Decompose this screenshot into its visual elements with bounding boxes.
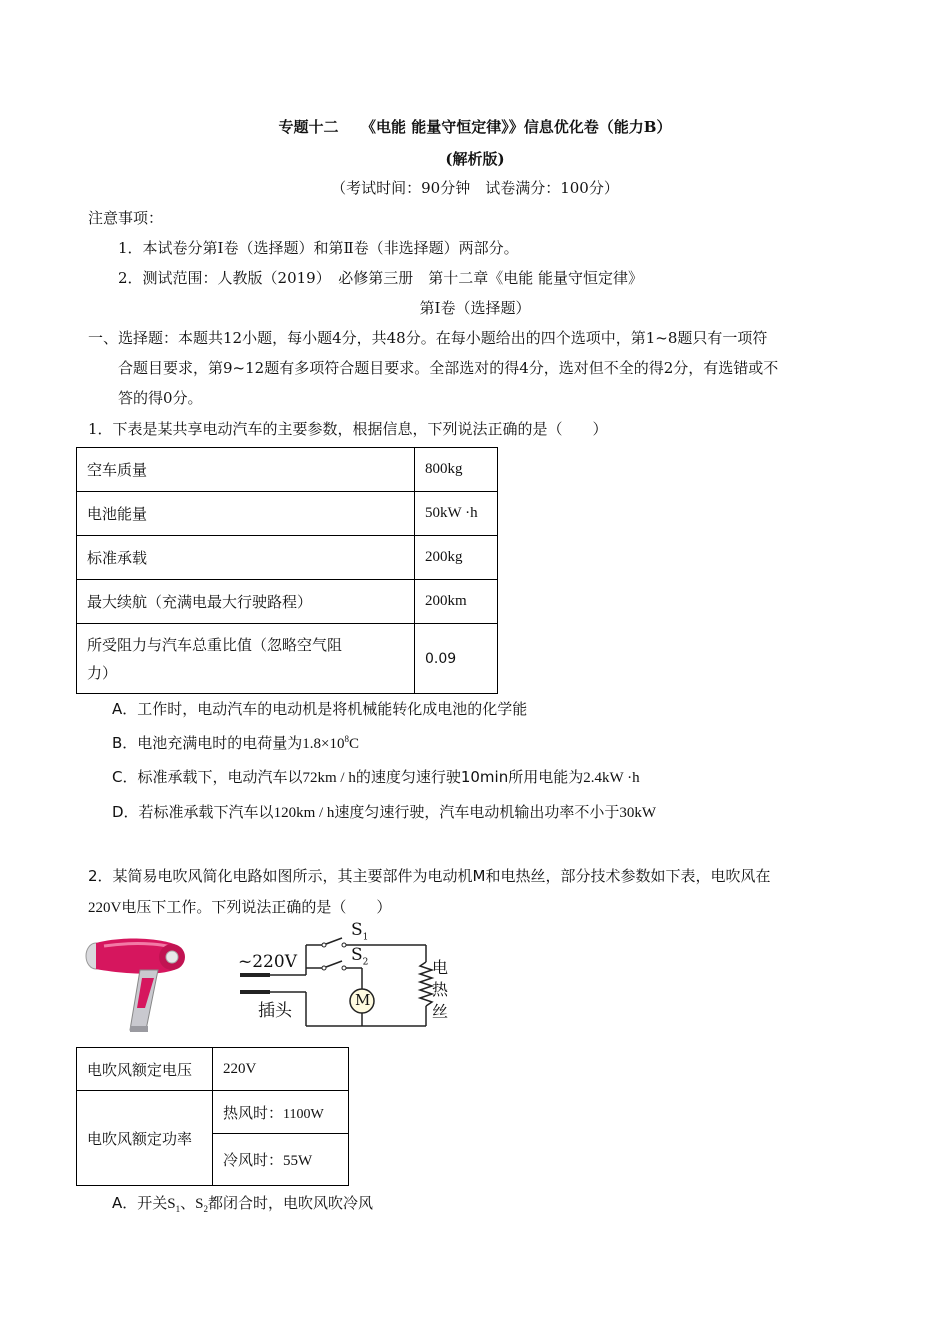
q2-stem-line-2 bbox=[88, 896, 391, 917]
table-cell-value: 800kg bbox=[415, 448, 498, 492]
table-row bbox=[77, 492, 498, 536]
q1-option-b-value: 1.8×10 bbox=[302, 736, 345, 752]
hot-air-label: 热风时： bbox=[223, 1103, 284, 1122]
q1-option-c-text-1: C．标准承载下，电动汽车以 bbox=[112, 768, 303, 786]
q2-stem-text: 电压下工作。下列说法正确的是（ ） bbox=[121, 898, 392, 916]
table-cell-value: 220V bbox=[213, 1048, 349, 1091]
notice-item-1: 1．本试卷分第Ⅰ卷（选择题）和第Ⅱ卷（非选择题）两部分。 bbox=[118, 239, 519, 257]
q2-option-a-sep: 、 bbox=[180, 1194, 196, 1212]
table-cell-label: 空车质量 bbox=[77, 448, 415, 492]
circuit-motor-label: M bbox=[355, 991, 371, 1009]
table-row bbox=[77, 1091, 349, 1134]
table-cell-label bbox=[77, 624, 415, 694]
circuit-s1-label bbox=[351, 920, 368, 942]
notice-heading: 注意事项： bbox=[88, 209, 164, 227]
q1-option-b bbox=[112, 732, 359, 753]
table-cell-label: 最大续航（充满电最大行驶路程） bbox=[77, 580, 415, 624]
table-cell-label: 标准承载 bbox=[77, 536, 415, 580]
cold-air-label: 冷风时： bbox=[223, 1151, 284, 1169]
q2-option-a-s1: S bbox=[167, 1196, 176, 1212]
circuit-heater-label-1: 电 bbox=[432, 958, 449, 977]
table-cell-value: 50kW ·h bbox=[415, 492, 498, 536]
q1-option-c-text-2: 的速度匀速行驶 bbox=[355, 768, 461, 786]
cold-air-value: 55W bbox=[283, 1153, 313, 1169]
circuit-plug-label: 插头 bbox=[258, 1001, 292, 1021]
circuit-heater-label-3: 丝 bbox=[432, 1002, 449, 1021]
table-cell-label: 电池能量 bbox=[77, 492, 415, 536]
q1-option-b-unit: C bbox=[349, 736, 360, 752]
q2-option-a bbox=[112, 1192, 373, 1214]
document-subtitle: (解析版) bbox=[445, 150, 505, 168]
table-cell-label: 电吹风额定电压 bbox=[77, 1048, 213, 1091]
q2-stem-line-1: 2．某简易电吹风简化电路如图所示，其主要部件为电动机M和电热丝，部分技术参数如下表，电吹风在 bbox=[88, 867, 771, 885]
hair-dryer-image bbox=[82, 930, 192, 1035]
circuit-s1-sub: 1 bbox=[362, 932, 369, 943]
q1-option-c bbox=[112, 766, 640, 787]
q1-option-a: A．工作时，电动汽车的电动机是将机械能转化成电池的化学能 bbox=[112, 700, 528, 718]
q2-option-a-text-2: 都闭合时，电吹风吹冷风 bbox=[207, 1194, 373, 1212]
table-cell-value: 200km bbox=[415, 580, 498, 624]
notice-item-2: 2．测试范围：人教版（2019） 必修第三册 第十二章《电能 能量守恒定律》 bbox=[118, 269, 643, 287]
circuit-voltage-label: ~220V bbox=[238, 952, 297, 972]
q1-option-c-time: 10min bbox=[460, 768, 509, 786]
table-cell-label-line-2: 力） bbox=[87, 663, 118, 682]
table-row bbox=[77, 580, 498, 624]
heater-wire-symbol bbox=[420, 962, 432, 1006]
q2-option-a-text-1: A．开关 bbox=[112, 1194, 168, 1212]
q1-option-c-text-3: 所用电能为 bbox=[508, 768, 584, 786]
table-cell-label: 电吹风额定功率 bbox=[77, 1091, 213, 1186]
q1-option-c-energy: 2.4kW ·h bbox=[583, 770, 640, 786]
table-row bbox=[77, 1048, 349, 1091]
q2-parameter-table bbox=[76, 1047, 349, 1186]
section-instruction-line-3: 答的得0分。 bbox=[118, 389, 203, 407]
q1-option-d bbox=[112, 801, 656, 822]
q1-stem: 1．下表是某共享电动汽车的主要参数，根据信息，下列说法正确的是（ ） bbox=[88, 420, 608, 438]
table-row bbox=[77, 536, 498, 580]
q1-option-d-text-2: 速度匀速行驶，汽车电动机输出功率不小于 bbox=[334, 803, 620, 821]
table-cell-value bbox=[213, 1091, 349, 1134]
switch-s1 bbox=[326, 938, 342, 944]
q2-option-a-s2-sub: 2 bbox=[203, 1204, 208, 1214]
circuit-s2-label bbox=[351, 945, 368, 967]
document-title: 专题十二 《电能 能量守恒定律》》信息优化卷（能力B） bbox=[278, 118, 672, 136]
hot-air-value: 1100W bbox=[283, 1106, 324, 1122]
section-instruction-line-2: 合题目要求，第9~12题有多项符合题目要求。全部选对的得4分，选对但不全的得2分，有选错或不 bbox=[118, 359, 779, 377]
circuit-s2-letter: S bbox=[351, 945, 363, 965]
q1-parameter-table bbox=[76, 447, 498, 694]
q1-option-b-text: B．电池充满电时的电荷量为 bbox=[112, 734, 303, 752]
q1-option-d-speed: 120km / h bbox=[273, 805, 335, 821]
section-instruction-line-1: 一、选择题：本题共12小题，每小题4分，共48分。在每小题给出的四个选项中，第1~8题只有一项符 bbox=[88, 329, 768, 347]
table-cell-value: 0.09 bbox=[415, 624, 498, 694]
table-cell-value: 200kg bbox=[415, 536, 498, 580]
exam-info: （考试时间：90分钟 试卷满分：100分） bbox=[331, 179, 619, 197]
q1-option-b-exponent: 8 bbox=[344, 734, 350, 744]
q2-stem-voltage: 220V bbox=[88, 900, 122, 916]
table-cell-label-line-1: 所受阻力与汽车总重比值（忽略空气阻 bbox=[87, 635, 343, 654]
circuit-s2-sub: 2 bbox=[362, 957, 369, 968]
circuit-s1-letter: S bbox=[351, 920, 363, 940]
table-row bbox=[77, 448, 498, 492]
table-row bbox=[77, 624, 498, 694]
q1-option-c-speed: 72km / h bbox=[302, 770, 356, 786]
switch-s2 bbox=[326, 961, 342, 967]
q1-option-d-text-1: D．若标准承载下汽车以 bbox=[112, 803, 274, 821]
q2-option-a-s2: S bbox=[195, 1196, 204, 1212]
q2-option-a-s1-sub: 1 bbox=[175, 1204, 181, 1214]
q1-option-d-power: 30kW bbox=[619, 805, 657, 821]
circuit-heater-label-2: 热 bbox=[432, 980, 449, 999]
section-title: 第Ⅰ卷（选择题） bbox=[419, 299, 531, 317]
table-cell-value bbox=[213, 1134, 349, 1186]
